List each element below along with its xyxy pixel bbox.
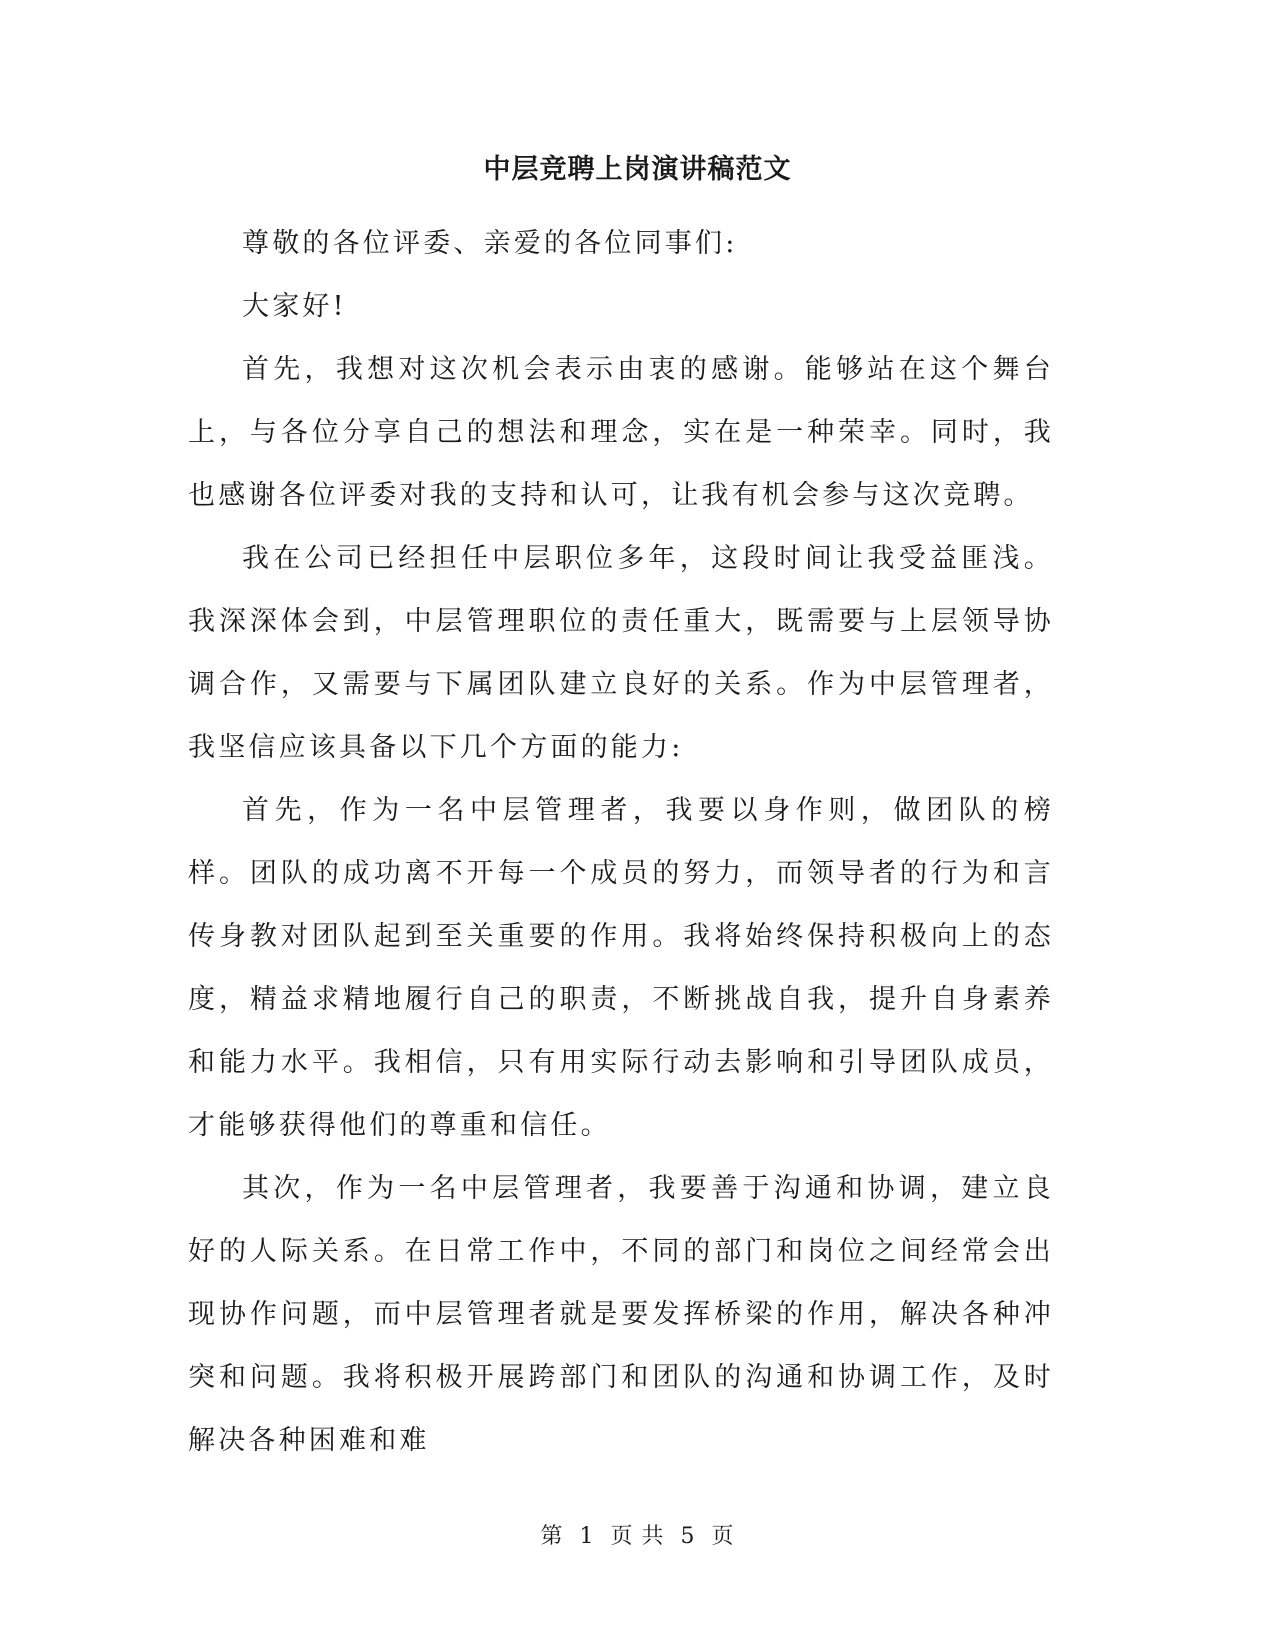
document-title: 中层竞聘上岗演讲稿范文: [483, 154, 792, 185]
document-body: [188, 212, 1054, 1472]
page-footer: [0, 1522, 1275, 1552]
greeting: 大家好!: [242, 291, 347, 322]
body-paragraph: 首先，作为一名中层管理者，我要以身作则，做团队的榜样。团队的成功离不开每一个成员的努力，而领导者的行为和言传身教对团队起到至关重要的作用。我将始终保持积极向上的态度，精益求精地履行自己的职责，不断挑战自我，提升自身素养和能力水平。我相信，只有用实际行动去影响和引导团队成员，才能够获得他们的尊重和信任。: [188, 795, 1054, 1141]
page-label-mid: 页 共: [610, 1524, 665, 1549]
body-paragraph: 我在公司已经担任中层职位多年，这段时间让我受益匪浅。我深深体会到，中层管理职位的责任重大，既需要与上层领导协调合作，又需要与下属团队建立良好的关系。作为中层管理者，我坚信应该具备以下几个方面的能力:: [188, 543, 1054, 763]
total-pages-number: 5: [680, 1524, 696, 1549]
body-paragraph: 其次，作为一名中层管理者，我要善于沟通和协调，建立良好的人际关系。在日常工作中，不同的部门和岗位之间经常会出现协作问题，而中层管理者就是要发挥桥梁的作用，解决各种冲突和问题。我将积极开展跨部门和团队的沟通和协调工作，及时解决各种困难和难: [188, 1173, 1054, 1456]
page-label-prefix: 第: [540, 1524, 564, 1549]
body-paragraph: 首先，我想对这次机会表示由衷的感谢。能够站在这个舞台上，与各位分享自己的想法和理念，实在是一种荣幸。同时，我也感谢各位评委对我的支持和认可，让我有机会参与这次竞聘。: [188, 354, 1054, 511]
page-label-suffix: 页: [711, 1524, 735, 1549]
current-page-number: 1: [579, 1524, 595, 1549]
salutation: 尊敬的各位评委、亲爱的各位同事们:: [242, 228, 738, 259]
